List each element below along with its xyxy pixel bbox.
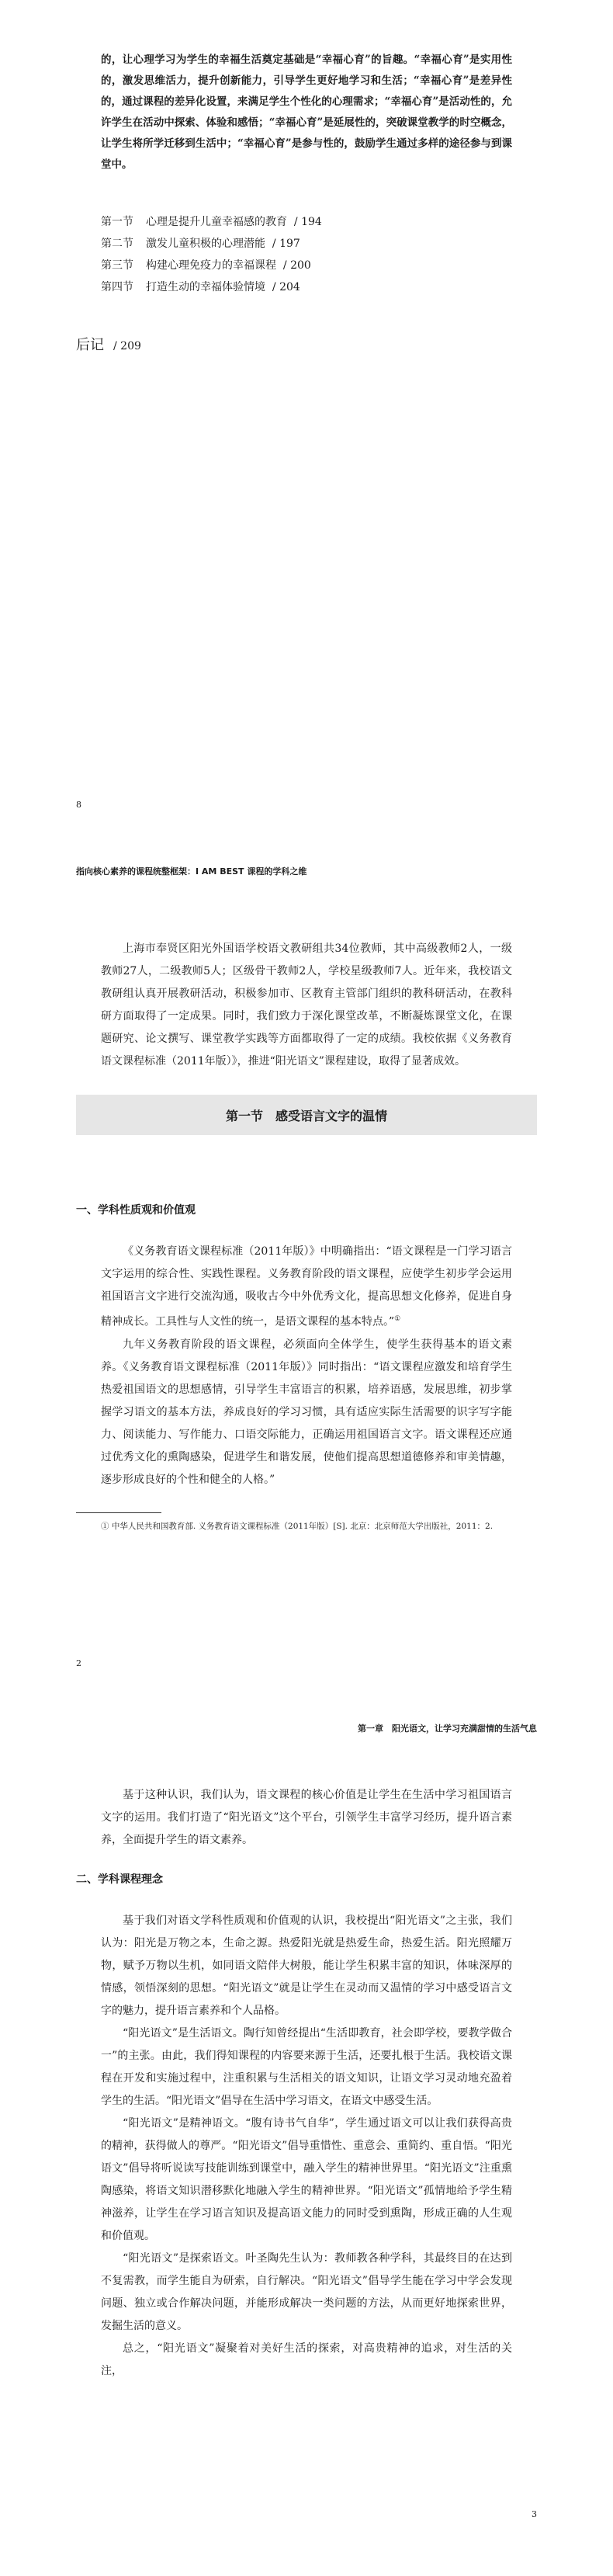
section-1-continued xyxy=(101,1784,512,1852)
toc-page: / 197 xyxy=(272,238,300,250)
toc-page: / 204 xyxy=(272,281,300,293)
paragraph: “阳光语文”是精神语文。“腹有诗书气自华”，学生通过语文可以让我们获得高贵的精神，获得做人的尊严。“阳光语文”倡导重惜性、重意会、重简约、重自悟。“阳光语文”倡导将听说读写技能训练到课堂中，融入学生的精神世界里。“阳光语文”注重熏陶感染，将语文知识潜移默化地融入学生的精神世界。“阳光语文”孤情地给予学生精神滋养，让学生在学习语言知识及提高语文能力的同时受到熏陶，形成正确的人生观和价值观。 xyxy=(101,2117,512,2242)
toc-title: 构建心理免疫力的幸福课程 xyxy=(146,259,276,272)
paragraph-text: 《义务教育语文课程标准（2011年版）》中明确指出：“语文课程是一门学习语言文字运用的综合性、实践性课程。义务教育阶段的语文课程，应使学生初步学会运用祖国语言文字进行交流沟通，吸收古今中外优秀文化，提高思想文化修养，促进自身精神成长。工具性与人文性的统一，是语文课程的基本特点。” xyxy=(101,1245,512,1328)
toc-title: 打造生动的幸福体验情境 xyxy=(146,281,265,293)
paragraph: 九年义务教育阶段的语文课程，必须面向全体学生，使学生获得基本的语文素养。《义务教育语文课程标准（2011年版）》同时指出：“语文课程应激发和培育学生热爱祖国语文的思想感情，引导学生丰富语言的积累，培养语感，发展思维，初步掌握学习语文的基本方法，养成良好的学习习惯，具有适应实际生活需要的识字写字能力、阅读能力、写作能力、口语交际能力，正确运用祖国语言文字。语文课程还应通过优秀文化的熏陶感染，促进学生和谐发展，使他们提高思想道德修养和审美情趣，逐步形成良好的个性和健全的人格。” xyxy=(101,1338,512,1486)
subheading-2: 二、学科课程理念 xyxy=(76,1873,163,1886)
toc-item[interactable] xyxy=(101,211,322,233)
toc-page: / 194 xyxy=(293,216,322,228)
afterword-entry[interactable] xyxy=(76,334,141,354)
paragraph xyxy=(101,1241,512,1334)
top-paragraph: 的，让心理学习为学生的幸福生活奠定基础是“幸福心育”的旨趣。“幸福心育”是实用性的，激发思维活力，提升创新能力，引导学生更好地学习和生活；“幸福心育”是差异性的，通过课程的差异化设置，来满足学生个性化的心理需求；“幸福心育”是活动性的，允许学生在活动中探索、体验和感悟；“幸福心育”是延展性的，突破课堂教学的时空概念，让学生将所学迁移到生活中；“幸福心育”是参与性的，鼓励学生通过多样的途径参与到课堂中。 xyxy=(101,54,512,171)
toc-page: / 200 xyxy=(282,259,311,272)
paragraph: 基于我们对语文学科性质观和价值观的认识，我校提出“阳光语文”之主张，我们认为：阳光是万物之本，生命之源。热爱阳光就是热爱生命，热爱生活。阳光照耀万物，赋予万物以生机，如同语文陪伴大树般，能让学生积累丰富的知识，体味深厚的情感，领悟深刻的思想。“阳光语文”就是让学生在灵动而又温情的学习中感受语言文字的魅力，提升语言素养和个人品格。 xyxy=(101,1915,512,2017)
subheading-1: 一、学科性质观和价值观 xyxy=(76,1204,196,1217)
toc-item[interactable] xyxy=(101,233,322,255)
section-title-bar xyxy=(76,1095,537,1135)
footnote-ref[interactable]: ① xyxy=(394,1315,401,1323)
paragraph: “阳光语文”是生活语文。陶行知曾经提出“生活即教育，社会即学校，要教学做合一”的主张。由此，我们得知课程的内容要来源于生活，还要扎根于生活。我校语文课程在开发和实施过程中，注重积累与生活相关的语文知识，让语文学习灵动地充盈着学生的生活。“阳光语文”倡导在生活中学习语文，在语文中感受生活。 xyxy=(101,2027,512,2107)
afterword-title: 后记 xyxy=(76,337,104,353)
toc-title: 心理是提升儿童幸福感的教育 xyxy=(146,216,287,228)
section-1-body xyxy=(101,1241,512,1491)
toc-num: 第四节 xyxy=(101,281,133,293)
page-number: 8 xyxy=(76,800,81,810)
toc-list xyxy=(101,211,322,298)
page-number: 3 xyxy=(532,2509,537,2519)
toc-item[interactable] xyxy=(101,276,322,298)
afterword-page: / 209 xyxy=(113,340,141,352)
footnote: ① 中华人民共和国教育部. 义务教育语文课程标准（2011年版）[S]. 北京：北京师范大学出版社，2011：2. xyxy=(101,1522,494,1531)
paragraph: 基于这种认识，我们认为，语文课程的核心价值是让学生在生活中学习祖国语言文字的运用。我们打造了“阳光语文”这个平台，引领学生丰富学习经历，提升语言素养，全面提升学生的语文素养。 xyxy=(101,1789,512,1846)
paragraph: “阳光语文”是探索语文。叶圣陶先生认为：教师教各种学科，其最终目的在达到不复需教，而学生能自为研索，自行解决。“阳光语文”倡导学生能在学习中学会发现问题、独立或合作解决问题，并能形成解决一类问题的方法，从而更好地探索世界，发掘生活的意义。 xyxy=(101,2252,512,2332)
page-number: 2 xyxy=(76,1658,81,1668)
toc-title: 激发儿童积极的心理潜能 xyxy=(146,238,265,250)
running-head-left: 指向核心素养的课程统整框架：I AM BEST 课程的学科之维 xyxy=(76,866,307,877)
running-head-right: 第一章 阳光语文，让学习充满甜情的生活气息 xyxy=(358,1724,537,1734)
section-title: 第一节 感受语言文字的温情 xyxy=(225,1108,387,1123)
toc-num: 第三节 xyxy=(101,259,133,272)
paragraph: 上海市奉贤区阳光外国语学校语文教研组共34位教师，其中高级教师2人，一级教师27人，二级教师5人；区级骨干教师2人，学校星级教师7人。近年来，我校语文教研组认真开展教研活动，积极参加市、区教育主管部门组织的教科研活动，在教科研方面取得了一定成果。同时，我们致力于深化课堂改革，不断凝炼课堂文化，在课题研究、论文撰写、课堂教学实践等方面都取得了一定的成绩。我校依据《义务教育语文课程标准（2011年版）》，推进“阳光语文”课程建设，取得了显著成效。 xyxy=(101,943,512,1068)
toc-item[interactable] xyxy=(101,255,322,276)
intro-paragraph xyxy=(101,938,512,1073)
toc-num: 第二节 xyxy=(101,238,133,250)
toc-num: 第一节 xyxy=(101,216,133,228)
paragraph: 总之，“阳光语文”凝聚着对美好生活的探索，对高贵精神的追求，对生活的关注， xyxy=(101,2342,512,2377)
footnote-divider xyxy=(76,1512,161,1513)
section-2-body xyxy=(101,1910,512,2383)
